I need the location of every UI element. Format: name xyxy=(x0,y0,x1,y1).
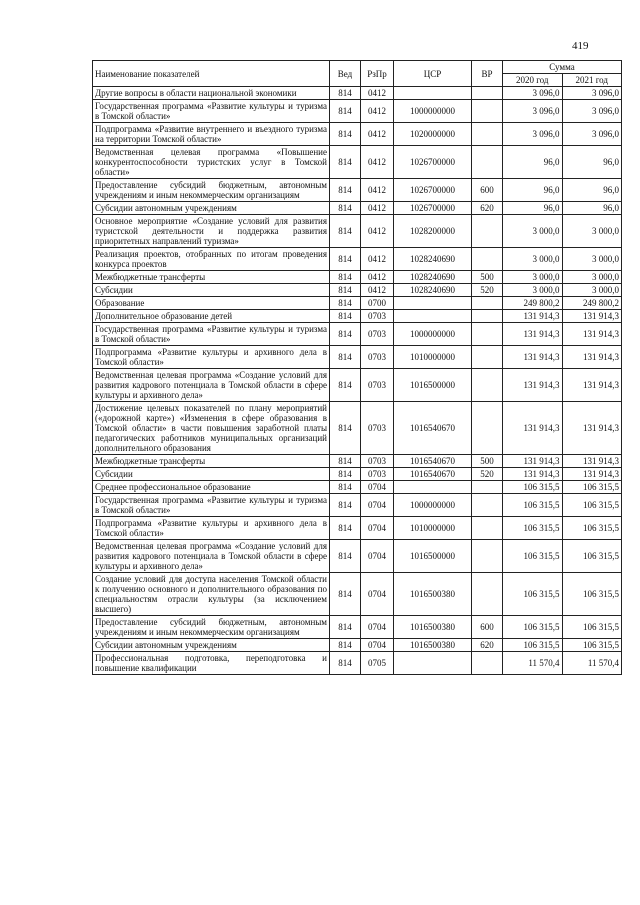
row-csr xyxy=(394,297,472,310)
row-rzpr: 0704 xyxy=(361,494,394,517)
row-sum-2021: 96,0 xyxy=(562,146,622,179)
row-rzpr: 0412 xyxy=(361,248,394,271)
row-csr: 1016540670 xyxy=(394,455,472,468)
row-ved: 814 xyxy=(330,455,361,468)
row-ved: 814 xyxy=(330,639,361,652)
header-csr: ЦСР xyxy=(394,61,472,87)
row-csr: 1028200000 xyxy=(394,215,472,248)
row-ved: 814 xyxy=(330,284,361,297)
table-row xyxy=(93,87,622,100)
row-csr: 1026700000 xyxy=(394,202,472,215)
row-rzpr: 0703 xyxy=(361,310,394,323)
row-rzpr: 0705 xyxy=(361,652,394,675)
row-csr xyxy=(394,310,472,323)
row-ved: 814 xyxy=(330,616,361,639)
row-sum-2021: 131 914,3 xyxy=(562,455,622,468)
row-ved: 814 xyxy=(330,146,361,179)
table-row xyxy=(93,540,622,573)
row-ved: 814 xyxy=(330,215,361,248)
row-sum-2020: 3 000,0 xyxy=(503,248,563,271)
row-vr xyxy=(472,146,503,179)
page-number: 419 xyxy=(572,40,589,52)
row-sum-2021: 3 096,0 xyxy=(562,87,622,100)
row-sum-2020: 131 914,3 xyxy=(503,323,563,346)
row-ved: 814 xyxy=(330,202,361,215)
row-rzpr: 0703 xyxy=(361,346,394,369)
row-csr: 1026700000 xyxy=(394,146,472,179)
row-ved: 814 xyxy=(330,494,361,517)
row-rzpr: 0703 xyxy=(361,455,394,468)
row-vr xyxy=(472,494,503,517)
row-name: Ведомственная целевая программа «Повышение конкурентоспособности туристских услуг в Томской области» xyxy=(93,146,330,179)
row-rzpr: 0703 xyxy=(361,369,394,402)
row-csr: 1020000000 xyxy=(394,123,472,146)
row-sum-2021: 3 096,0 xyxy=(562,100,622,123)
row-vr xyxy=(472,248,503,271)
row-rzpr: 0704 xyxy=(361,573,394,616)
row-rzpr: 0412 xyxy=(361,146,394,179)
table-row xyxy=(93,616,622,639)
row-vr xyxy=(472,123,503,146)
row-sum-2021: 131 914,3 xyxy=(562,369,622,402)
row-name: Реализация проектов, отобранных по итогам проведения конкурса проектов xyxy=(93,248,330,271)
row-name: Дополнительное образование детей xyxy=(93,310,330,323)
row-csr xyxy=(394,652,472,675)
row-csr: 1028240690 xyxy=(394,271,472,284)
row-name: Межбюджетные трансферты xyxy=(93,271,330,284)
row-sum-2021: 131 914,3 xyxy=(562,310,622,323)
row-sum-2020: 131 914,3 xyxy=(503,402,563,455)
row-sum-2021: 3 096,0 xyxy=(562,123,622,146)
table-row xyxy=(93,573,622,616)
row-csr: 1016540670 xyxy=(394,468,472,481)
row-rzpr: 0704 xyxy=(361,481,394,494)
row-sum-2021: 131 914,3 xyxy=(562,323,622,346)
row-ved: 814 xyxy=(330,100,361,123)
table-row xyxy=(93,517,622,540)
row-name: Субсидии автономным учреждениям xyxy=(93,639,330,652)
row-vr xyxy=(472,100,503,123)
row-vr xyxy=(472,540,503,573)
row-rzpr: 0703 xyxy=(361,402,394,455)
row-rzpr: 0412 xyxy=(361,271,394,284)
row-sum-2020: 131 914,3 xyxy=(503,455,563,468)
row-sum-2021: 131 914,3 xyxy=(562,346,622,369)
row-rzpr: 0412 xyxy=(361,215,394,248)
row-rzpr: 0700 xyxy=(361,297,394,310)
row-vr xyxy=(472,652,503,675)
row-rzpr: 0704 xyxy=(361,616,394,639)
row-csr: 1016500380 xyxy=(394,573,472,616)
table-row xyxy=(93,248,622,271)
header-2021: 2021 год xyxy=(562,74,622,87)
row-sum-2021: 96,0 xyxy=(562,179,622,202)
row-ved: 814 xyxy=(330,573,361,616)
row-name: Среднее профессиональное образование xyxy=(93,481,330,494)
row-vr: 600 xyxy=(472,179,503,202)
row-vr: 500 xyxy=(472,455,503,468)
row-sum-2020: 3 096,0 xyxy=(503,123,563,146)
row-name: Межбюджетные трансферты xyxy=(93,455,330,468)
row-sum-2021: 106 315,5 xyxy=(562,494,622,517)
row-rzpr: 0412 xyxy=(361,123,394,146)
table-row xyxy=(93,100,622,123)
header-vr: ВР xyxy=(472,61,503,87)
row-sum-2021: 106 315,5 xyxy=(562,481,622,494)
row-name: Ведомственная целевая программа «Создание условий для развития кадрового потенциала в Томской области в сфере культуры и архивного дела» xyxy=(93,369,330,402)
row-name: Государственная программа «Развитие культуры и туризма в Томской области» xyxy=(93,100,330,123)
row-rzpr: 0412 xyxy=(361,179,394,202)
row-sum-2021: 131 914,3 xyxy=(562,402,622,455)
row-ved: 814 xyxy=(330,468,361,481)
row-sum-2020: 131 914,3 xyxy=(503,346,563,369)
row-sum-2021: 3 000,0 xyxy=(562,215,622,248)
row-vr: 620 xyxy=(472,202,503,215)
row-sum-2020: 106 315,5 xyxy=(503,540,563,573)
row-rzpr: 0704 xyxy=(361,540,394,573)
row-csr: 1028240690 xyxy=(394,248,472,271)
row-ved: 814 xyxy=(330,402,361,455)
row-vr: 620 xyxy=(472,639,503,652)
row-sum-2020: 3 096,0 xyxy=(503,100,563,123)
row-sum-2020: 106 315,5 xyxy=(503,517,563,540)
row-ved: 814 xyxy=(330,123,361,146)
row-vr: 600 xyxy=(472,616,503,639)
row-sum-2021: 106 315,5 xyxy=(562,517,622,540)
header-ved: Вед xyxy=(330,61,361,87)
row-csr: 1000000000 xyxy=(394,100,472,123)
row-csr: 1000000000 xyxy=(394,494,472,517)
row-vr xyxy=(472,215,503,248)
table-row xyxy=(93,310,622,323)
row-vr xyxy=(472,481,503,494)
budget-table xyxy=(92,60,622,675)
row-ved: 814 xyxy=(330,517,361,540)
row-sum-2021: 106 315,5 xyxy=(562,616,622,639)
table-body xyxy=(93,87,622,675)
row-sum-2020: 3 000,0 xyxy=(503,271,563,284)
table-row xyxy=(93,146,622,179)
row-vr: 520 xyxy=(472,284,503,297)
row-ved: 814 xyxy=(330,652,361,675)
row-sum-2021: 3 000,0 xyxy=(562,284,622,297)
row-sum-2020: 106 315,5 xyxy=(503,573,563,616)
row-sum-2020: 249 800,2 xyxy=(503,297,563,310)
row-sum-2020: 106 315,5 xyxy=(503,616,563,639)
row-name: Подпрограмма «Развитие внутреннего и въездного туризма на территории Томской области» xyxy=(93,123,330,146)
header-2020: 2020 год xyxy=(503,74,563,87)
header-sum: Сумма xyxy=(503,61,622,74)
row-vr xyxy=(472,369,503,402)
row-vr xyxy=(472,346,503,369)
row-sum-2020: 131 914,3 xyxy=(503,468,563,481)
row-sum-2021: 11 570,4 xyxy=(562,652,622,675)
row-ved: 814 xyxy=(330,323,361,346)
table-row xyxy=(93,402,622,455)
row-name: Субсидии автономным учреждениям xyxy=(93,202,330,215)
row-csr: 1016500000 xyxy=(394,369,472,402)
row-sum-2020: 106 315,5 xyxy=(503,639,563,652)
row-rzpr: 0704 xyxy=(361,517,394,540)
row-csr: 1016500380 xyxy=(394,616,472,639)
table-row xyxy=(93,346,622,369)
row-rzpr: 0704 xyxy=(361,639,394,652)
table-row xyxy=(93,639,622,652)
row-ved: 814 xyxy=(330,481,361,494)
row-sum-2020: 11 570,4 xyxy=(503,652,563,675)
row-name: Предоставление субсидий бюджетным, автономным учреждениям и иным некоммерческим организациям xyxy=(93,616,330,639)
row-sum-2021: 249 800,2 xyxy=(562,297,622,310)
row-name: Достижение целевых показателей по плану мероприятий («дорожной карте») «Изменения в сфере образования в Томской области» в части повышения заработной платы педагогических работников муниципальных организаций дополнительного образования xyxy=(93,402,330,455)
table-header xyxy=(93,61,622,87)
table-row xyxy=(93,455,622,468)
row-name: Образование xyxy=(93,297,330,310)
row-sum-2020: 3 000,0 xyxy=(503,284,563,297)
row-csr: 1028240690 xyxy=(394,284,472,297)
row-name: Государственная программа «Развитие культуры и туризма в Томской области» xyxy=(93,494,330,517)
row-csr: 1016500380 xyxy=(394,639,472,652)
row-csr: 1016500000 xyxy=(394,540,472,573)
row-sum-2020: 96,0 xyxy=(503,179,563,202)
row-vr xyxy=(472,87,503,100)
row-rzpr: 0412 xyxy=(361,100,394,123)
row-vr: 500 xyxy=(472,271,503,284)
row-csr: 1010000000 xyxy=(394,346,472,369)
row-ved: 814 xyxy=(330,540,361,573)
table-row xyxy=(93,271,622,284)
row-name: Создание условий для доступа населения Томской области к получению основного и дополнительного образования по специальностям отрасли культуры (за исключением высшего) xyxy=(93,573,330,616)
row-sum-2020: 3 000,0 xyxy=(503,215,563,248)
row-csr xyxy=(394,481,472,494)
table-row xyxy=(93,652,622,675)
row-rzpr: 0703 xyxy=(361,323,394,346)
table-row xyxy=(93,284,622,297)
row-name: Подпрограмма «Развитие культуры и архивного дела в Томской области» xyxy=(93,346,330,369)
row-name: Профессиональная подготовка, переподготовка и повышение квалификации xyxy=(93,652,330,675)
row-name: Субсидии xyxy=(93,468,330,481)
row-rzpr: 0412 xyxy=(361,284,394,297)
row-sum-2020: 106 315,5 xyxy=(503,481,563,494)
header-rzpr: РзПр xyxy=(361,61,394,87)
table-row xyxy=(93,215,622,248)
row-name: Субсидии xyxy=(93,284,330,297)
table-row xyxy=(93,369,622,402)
table-row xyxy=(93,323,622,346)
row-name: Подпрограмма «Развитие культуры и архивного дела в Томской области» xyxy=(93,517,330,540)
row-vr xyxy=(472,402,503,455)
row-vr: 520 xyxy=(472,468,503,481)
row-csr: 1026700000 xyxy=(394,179,472,202)
row-name: Государственная программа «Развитие культуры и туризма в Томской области» xyxy=(93,323,330,346)
table-row xyxy=(93,297,622,310)
row-ved: 814 xyxy=(330,179,361,202)
row-ved: 814 xyxy=(330,248,361,271)
row-ved: 814 xyxy=(330,346,361,369)
row-ved: 814 xyxy=(330,369,361,402)
row-sum-2021: 106 315,5 xyxy=(562,540,622,573)
row-name: Другие вопросы в области национальной экономики xyxy=(93,87,330,100)
row-ved: 814 xyxy=(330,297,361,310)
row-sum-2021: 3 000,0 xyxy=(562,271,622,284)
row-sum-2021: 3 000,0 xyxy=(562,248,622,271)
table-row xyxy=(93,468,622,481)
row-vr xyxy=(472,517,503,540)
row-sum-2020: 3 096,0 xyxy=(503,87,563,100)
row-sum-2020: 131 914,3 xyxy=(503,310,563,323)
row-vr xyxy=(472,310,503,323)
row-csr: 1010000000 xyxy=(394,517,472,540)
row-rzpr: 0412 xyxy=(361,87,394,100)
row-name: Ведомственная целевая программа «Создание условий для развития кадрового потенциала в Томской области в сфере культуры и архивного дела» xyxy=(93,540,330,573)
table-row xyxy=(93,123,622,146)
table-row xyxy=(93,494,622,517)
row-ved: 814 xyxy=(330,310,361,323)
row-rzpr: 0703 xyxy=(361,468,394,481)
row-vr xyxy=(472,573,503,616)
row-name: Основное мероприятие «Создание условий для развития туристской деятельности и поддержка развития приоритетных направлений туризма» xyxy=(93,215,330,248)
row-vr xyxy=(472,297,503,310)
row-csr: 1016540670 xyxy=(394,402,472,455)
row-ved: 814 xyxy=(330,87,361,100)
row-csr: 1000000000 xyxy=(394,323,472,346)
row-vr xyxy=(472,323,503,346)
row-name: Предоставление субсидий бюджетным, автономным учреждениям и иным некоммерческим организациям xyxy=(93,179,330,202)
table-row xyxy=(93,202,622,215)
table-row xyxy=(93,179,622,202)
row-sum-2021: 106 315,5 xyxy=(562,573,622,616)
row-sum-2020: 96,0 xyxy=(503,146,563,179)
header-name: Наименование показателей xyxy=(93,61,330,87)
row-csr xyxy=(394,87,472,100)
table-row xyxy=(93,481,622,494)
row-sum-2021: 131 914,3 xyxy=(562,468,622,481)
row-sum-2020: 106 315,5 xyxy=(503,494,563,517)
row-sum-2021: 106 315,5 xyxy=(562,639,622,652)
row-rzpr: 0412 xyxy=(361,202,394,215)
row-sum-2021: 96,0 xyxy=(562,202,622,215)
row-ved: 814 xyxy=(330,271,361,284)
row-sum-2020: 131 914,3 xyxy=(503,369,563,402)
row-sum-2020: 96,0 xyxy=(503,202,563,215)
